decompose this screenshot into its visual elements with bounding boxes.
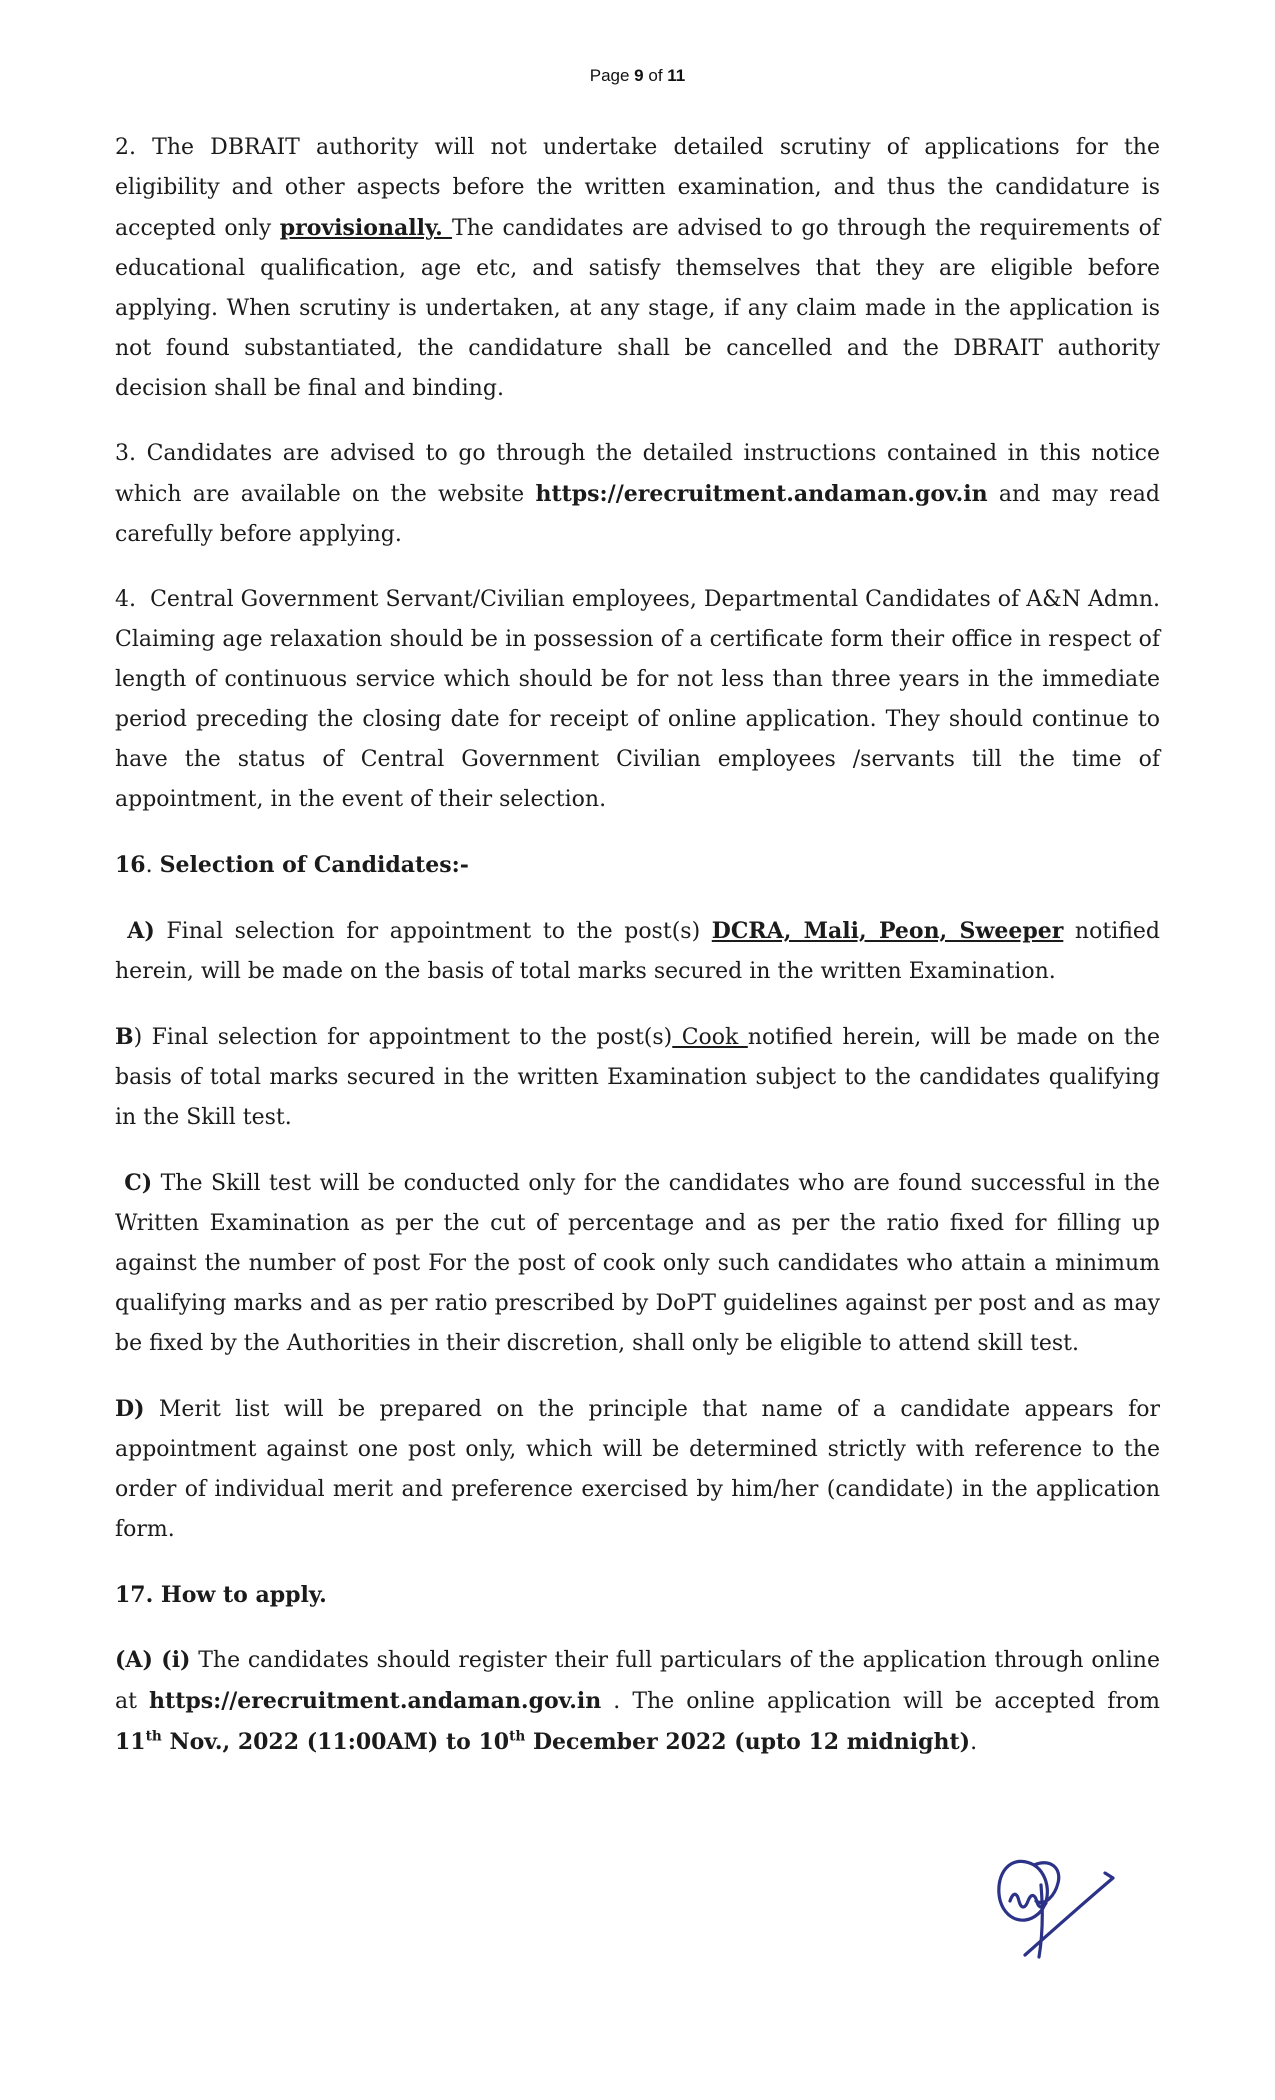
- ordinal-suffix: th: [509, 1728, 526, 1745]
- text-run-cook: Cook: [672, 1025, 748, 1050]
- text-run: notified herein, will be made on the basis of total marks secured in the written Examination subject to the candidates qualifying in the Skill test.: [115, 1025, 1161, 1130]
- page-header: [0, 0, 1275, 86]
- text-run: 3. Candidates are advised to go through the detailed instructions contained in this notice which are available on the website: [115, 441, 1160, 507]
- page-number: 9: [634, 66, 644, 85]
- text-run: Merit list will be prepared on the principle that name of a candidate appears for appointment against one post only, which will be determined strictly with reference to the order of individual merit and preference exercised by him/her (candidate) in the application form.: [115, 1397, 1160, 1542]
- text-run: The Skill test will be conducted only for the candidates who are found successful in the Written Examination as per the cut of percentage and as per the ratio fixed for filling up against the number of post For the post of cook only such candidates who attain a minimum qualifying marks and as per ratio prescribed by DoPT guidelines against per post and as may be fixed by the Authorities in their discretion, shall only be eligible to attend skill test.: [115, 1171, 1160, 1356]
- page-total: 11: [667, 66, 686, 85]
- paragraph-d-merit-list: [115, 1389, 1160, 1550]
- paragraph-4-govt-servants: [115, 580, 1160, 820]
- item-label-c: C): [115, 1170, 153, 1196]
- date-text: December 2022 (upto 12 midnight): [525, 1729, 971, 1755]
- text-run: The candidates are advised to go through the requirements of educational qualification, age etc, and satisfy themselves that they are eligible before applying. When scrutiny is undertaken, at any stage, if any claim made in the application is not found substantiated, the candidature shall be cancelled and the DBRAIT authority decision shall be final and binding.: [115, 216, 1161, 401]
- text-run: .: [145, 853, 160, 878]
- heading-17-how-to-apply: [115, 1575, 1160, 1615]
- document-body: [115, 128, 1160, 1763]
- text-run: notified herein, will be made on the basis of total marks secured in the written Examination.: [115, 919, 1161, 984]
- text-run: and may read carefully before applying.: [115, 482, 1160, 547]
- paragraph-c-skill-test: [115, 1163, 1160, 1364]
- item-label-a: A): [115, 918, 155, 944]
- paragraph-a-final-selection: [115, 911, 1160, 992]
- heading-title: 17. How to apply.: [115, 1582, 327, 1608]
- item-label-b: B: [115, 1024, 134, 1050]
- paragraph-apply-online: [115, 1640, 1160, 1763]
- signature-ink-scribble: [982, 1852, 1127, 1972]
- date-text: Nov., 2022 (11:00AM) to 10: [161, 1729, 510, 1755]
- heading-title: Selection of Candidates:-: [159, 852, 469, 878]
- item-label-d: D): [115, 1396, 145, 1422]
- heading-16-selection-of-candidates: [115, 845, 1160, 886]
- text-run: Final selection for appointment to the post(s): [154, 919, 712, 944]
- page-of-label: of: [643, 66, 668, 85]
- paragraph-2-provisional-acceptance: [115, 128, 1160, 409]
- date-text: 11: [115, 1729, 146, 1755]
- text-run: .: [970, 1730, 978, 1755]
- paragraph-3-website-notice: [115, 434, 1160, 555]
- text-run: ) Final selection for appointment to the post(s): [133, 1025, 673, 1050]
- url-text: https://erecruitment.andaman.gov.in: [149, 1688, 602, 1714]
- item-label-a-i: (A) (i): [115, 1647, 191, 1673]
- ordinal-suffix: th: [145, 1728, 162, 1745]
- text-run: The candidates should register their full particulars of the application through online at: [115, 1648, 1161, 1714]
- text-run-posts: DCRA, Mali, Peon, Sweeper: [711, 918, 1064, 944]
- text-run: 2. The DBRAIT authority will not undertake detailed scrutiny of applications for the eligibility and other aspects before the written examination, and thus the candidature is accepted only: [115, 135, 1160, 241]
- text-run-provisionally: provisionally.: [279, 215, 453, 241]
- text-run: . The online application will be accepted from: [601, 1689, 1160, 1714]
- heading-number: 16: [115, 852, 146, 878]
- paragraph-b-cook-selection: [115, 1017, 1160, 1138]
- page-label: Page: [589, 66, 635, 85]
- text-run: 4. Central Government Servant/Civilian employees, Departmental Candidates of A&N Admn. Claiming age relaxation should be in possession of a certificate form their office in respect of length of continuous service which should be for not less than three years in the immediate period preceding the closing date for receipt of online application. They should continue to have the status of Central Government Civilian employees /servants till the time of appointment, in the event of their selection.: [115, 587, 1160, 812]
- url-text: https://erecruitment.andaman.gov.in: [535, 481, 988, 507]
